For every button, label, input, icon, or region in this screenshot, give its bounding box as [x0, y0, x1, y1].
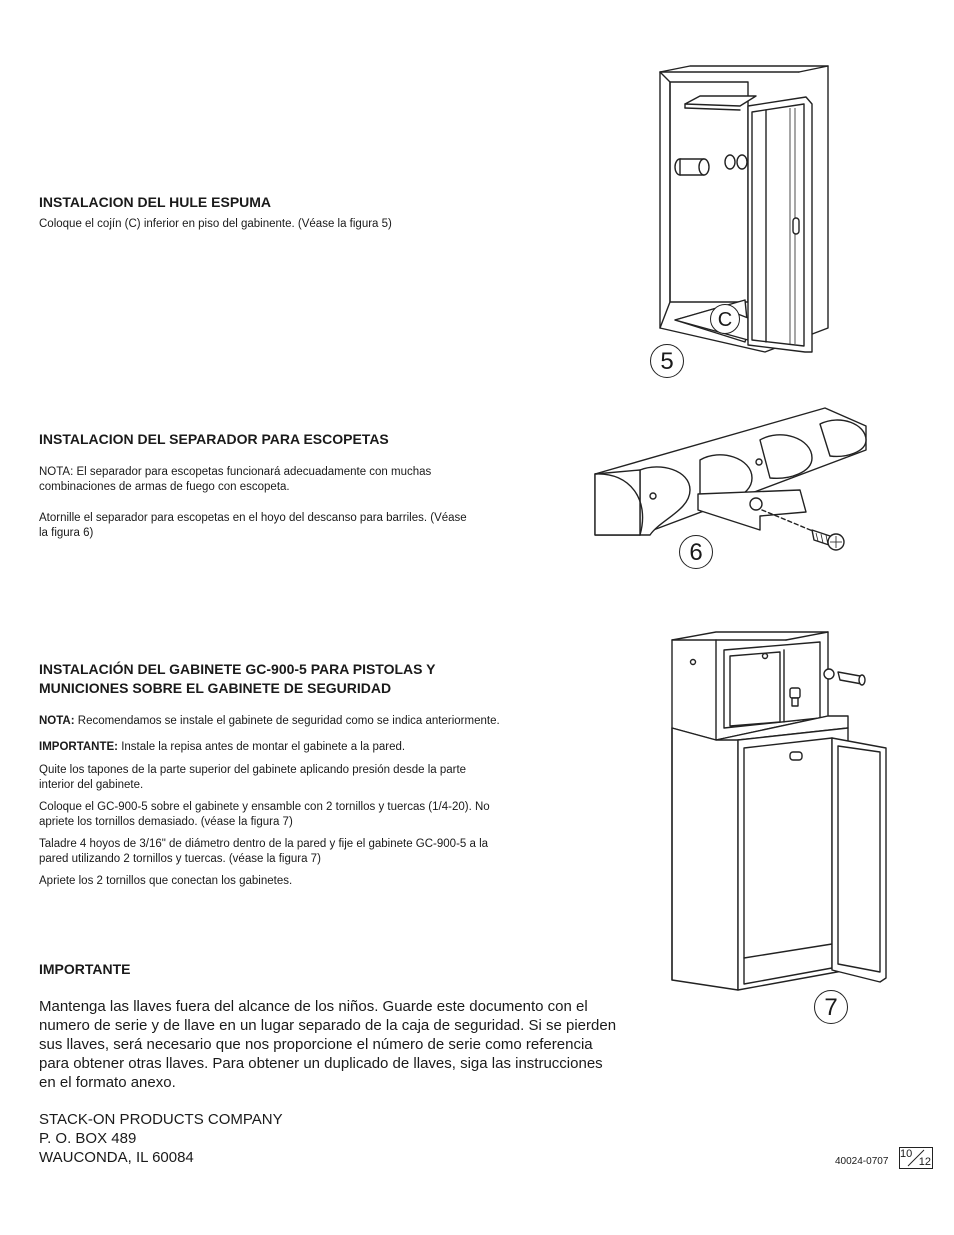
important-heading: IMPORTANTE: [39, 961, 131, 977]
separator-text: Atornille el separador para escopetas en el hoyo del descanso para barriles. (Véase la figura 6): [39, 512, 467, 539]
cabinet-step-2: Coloque el GC-900-5 sobre el gabinete y ensamble con 2 tornillos y tuercas (1/4-20). No apriete los tornillos demasiado. (véase la figura 7): [39, 801, 490, 828]
foam-text: Coloque el cojín (C) inferior en piso del gabinente. (Véase la figura 5): [39, 218, 392, 230]
cabinet-step-3: Taladre 4 hoyos de 3/16" de diámetro dentro de la pared y fije el gabinete GC-900-5 a la pared utilizando 2 tornillos y tuercas. (véase la figura 7): [39, 838, 489, 865]
nota-label: NOTA:: [39, 715, 75, 727]
figure-5-number: 5: [650, 344, 684, 378]
figure-7-number: 7: [814, 990, 848, 1024]
importante-label: IMPORTANTE:: [39, 741, 119, 753]
figure-6-number: 6: [679, 535, 713, 569]
page-number-box: [899, 1147, 933, 1169]
nota-text: Recomendamos se instale el gabinete de seguridad como se indica anteriormente.: [74, 715, 500, 727]
cabinet-heading: INSTALACIÓN DEL GABINETE GC-900-5 PARA PISTOLAS Y MUNICIONES SOBRE EL GABINETE DE SEGURIDAD: [39, 661, 436, 696]
cabinet-step-1: Quite los tapones de la parte superior del gabinete aplicando presión desde la parte interior del gabinete.: [39, 764, 467, 791]
address-city: WAUCONDA, IL 60084: [39, 1149, 194, 1166]
page-number: 10: [900, 1148, 913, 1160]
separator-heading: INSTALACION DEL SEPARADOR PARA ESCOPETAS: [39, 431, 389, 447]
address-po-box: P. O. BOX 489: [39, 1130, 137, 1147]
figure-5-callout-c: C: [710, 304, 740, 334]
foam-heading: INSTALACION DEL HULE ESPUMA: [39, 194, 272, 210]
address-company: STACK-ON PRODUCTS COMPANY: [39, 1111, 283, 1128]
total-pages: 12: [918, 1156, 931, 1168]
address-block: [39, 1110, 283, 1167]
important-text: Mantenga las llaves fuera del alcance de los niños. Guarde este documento con el numero de serie y de llave en un lugar separado de la caja de seguridad. Si se pierden sus llaves, será necesario que nos proporcione el número de serie como referencia para obtener otras llaves. Para obtener un duplicado de llaves, siga las instrucciones en el formato anexo.: [39, 998, 617, 1091]
doc-code: 40024-0707: [835, 1156, 889, 1167]
separator-note: NOTA: El separador para escopetas funcionará adecuadamente con muchas combinaciones de armas de fuego con escopeta.: [39, 466, 432, 493]
importante-text: Instale la repisa antes de montar el gabinete a la pared.: [118, 741, 406, 753]
cabinet-step-4: Apriete los 2 tornillos que conectan los gabinetes.: [39, 875, 293, 887]
